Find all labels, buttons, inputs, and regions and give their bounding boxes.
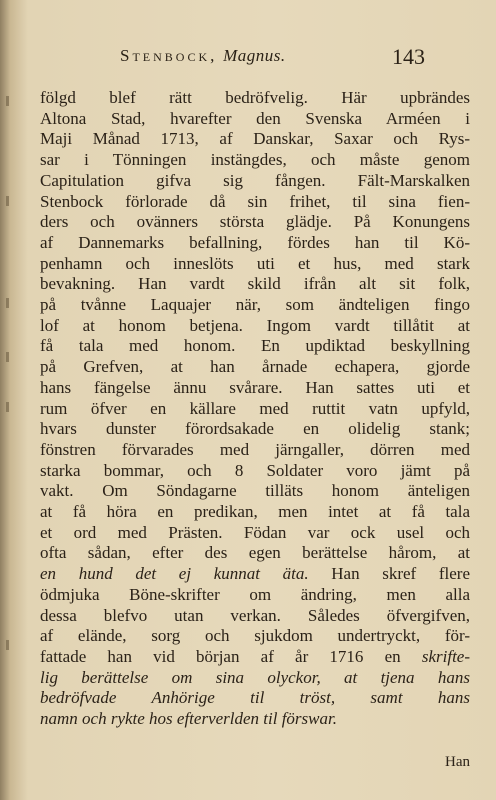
text-line (40, 419, 470, 440)
line-text: hans fängelse ännu svårare. Han sattes uti et (40, 377, 470, 397)
binding-gutter (6, 0, 16, 800)
line-text: ödmjuka Böne-skrifter om ändring, men alla (40, 584, 470, 604)
text-line (40, 523, 470, 544)
running-head-given-name: Magnus. (223, 46, 286, 65)
line-text: få tala med honom. En updiktad beskyllning (40, 336, 470, 356)
text-line (40, 254, 470, 275)
catchword: Han (445, 754, 470, 770)
page-number: 143 (392, 44, 425, 69)
text-line (40, 336, 470, 357)
body-text (40, 88, 470, 730)
text-line (40, 88, 470, 109)
running-head (120, 46, 286, 66)
line-text: fönstren förvarades med järngaller, dörren med (40, 439, 470, 459)
text-line (40, 192, 470, 213)
text-line (40, 357, 470, 378)
text-line (40, 626, 470, 647)
line-text: af eländе, sorg och sjukdom undertryckt, för- (40, 626, 470, 646)
line-text: Altona Stad, hvarefter den Svenska Arméen i (40, 108, 470, 128)
line-text: at få höra en predikan, men intet at få tala (40, 502, 470, 522)
text-line (40, 212, 470, 233)
line-text: vakt. Om Söndagarne tilläts honom änteligen (40, 481, 470, 501)
text-line (40, 440, 470, 461)
text-line (40, 129, 470, 150)
text-line (40, 668, 470, 689)
line-text: Stenbock förlorade då sin frihet, til sina fien- (40, 191, 470, 211)
line-text: ofta sådan, efter des egen berättelse hårom, at (40, 543, 470, 563)
line-text: på tvånne Laquajer när, som ändteligen fingo (40, 295, 470, 315)
text-line (40, 295, 470, 316)
text-line (40, 378, 470, 399)
line-text: Maji Månad 1713, af Danskar, Saxar och Rys- (40, 129, 470, 149)
italic-text: skrifte- (400, 646, 471, 666)
italic-text: bedröfvade Anhörige til tröst, samt hans (40, 688, 470, 708)
line-text: sar i Tönningen instängdes, och måste genom (40, 150, 470, 170)
line-text: hvars dunster förordsakade en olidelig stank; (40, 419, 470, 439)
text-line (40, 606, 470, 627)
text-line (40, 564, 470, 585)
text-line (40, 461, 470, 482)
text-line (40, 233, 470, 254)
line-text: rum öfver en källare med ruttit vatn upfyld, (40, 398, 470, 418)
text-line (40, 109, 470, 130)
page-header (0, 46, 496, 72)
line-text: et ord med Prästen. Födan var ock usel och (40, 522, 470, 542)
italic-text: en hund det ej kunnat äta. (40, 564, 309, 584)
text-line (40, 585, 470, 606)
text-line (40, 481, 470, 502)
text-line (40, 274, 470, 295)
line-text: penhamn och inneslöts uti et hus, med stark (40, 253, 470, 273)
line-text: fölgd blef rätt bedröfvelig. Här upbrändes (40, 88, 470, 107)
italic-text: namn och rykte hos efterverlden til förswar. (40, 709, 337, 729)
line-text: lof at honom betjena. Ingom vardt tillåtit at (40, 315, 470, 335)
text-line (40, 150, 470, 171)
line-text: starka bommar, och 8 Soldater voro jämt på (40, 460, 470, 480)
line-text: af Dannemarks befallning, fördes han til Kö- (40, 232, 470, 252)
line-text: Capitulation gifva sig fången. Fält-Marskalken (40, 170, 470, 190)
line-text: bevakning. Han vardt skild ifrån alt sit folk, (40, 274, 470, 294)
line-text: dessa blefvo utan verkan. Således öfvergifven, (40, 605, 470, 625)
line-text: fattade han vid början af år 1716 en (40, 646, 401, 666)
text-line (40, 316, 470, 337)
line-text: Han skref flere (308, 564, 470, 584)
line-text: ders och ovänners största glädje. På Konungens (40, 212, 470, 232)
text-line (40, 502, 470, 523)
text-line (40, 688, 470, 709)
text-line (40, 399, 470, 420)
line-text: på Grefven, at han årnade echapera, gjorde (40, 357, 470, 377)
text-line (40, 709, 470, 730)
text-line (40, 647, 470, 668)
text-line (40, 171, 470, 192)
text-line (40, 543, 470, 564)
italic-text: lig berättelse om sina olyckor, at tjena hans (40, 667, 470, 687)
running-head-name: Stenbock, (120, 46, 218, 65)
